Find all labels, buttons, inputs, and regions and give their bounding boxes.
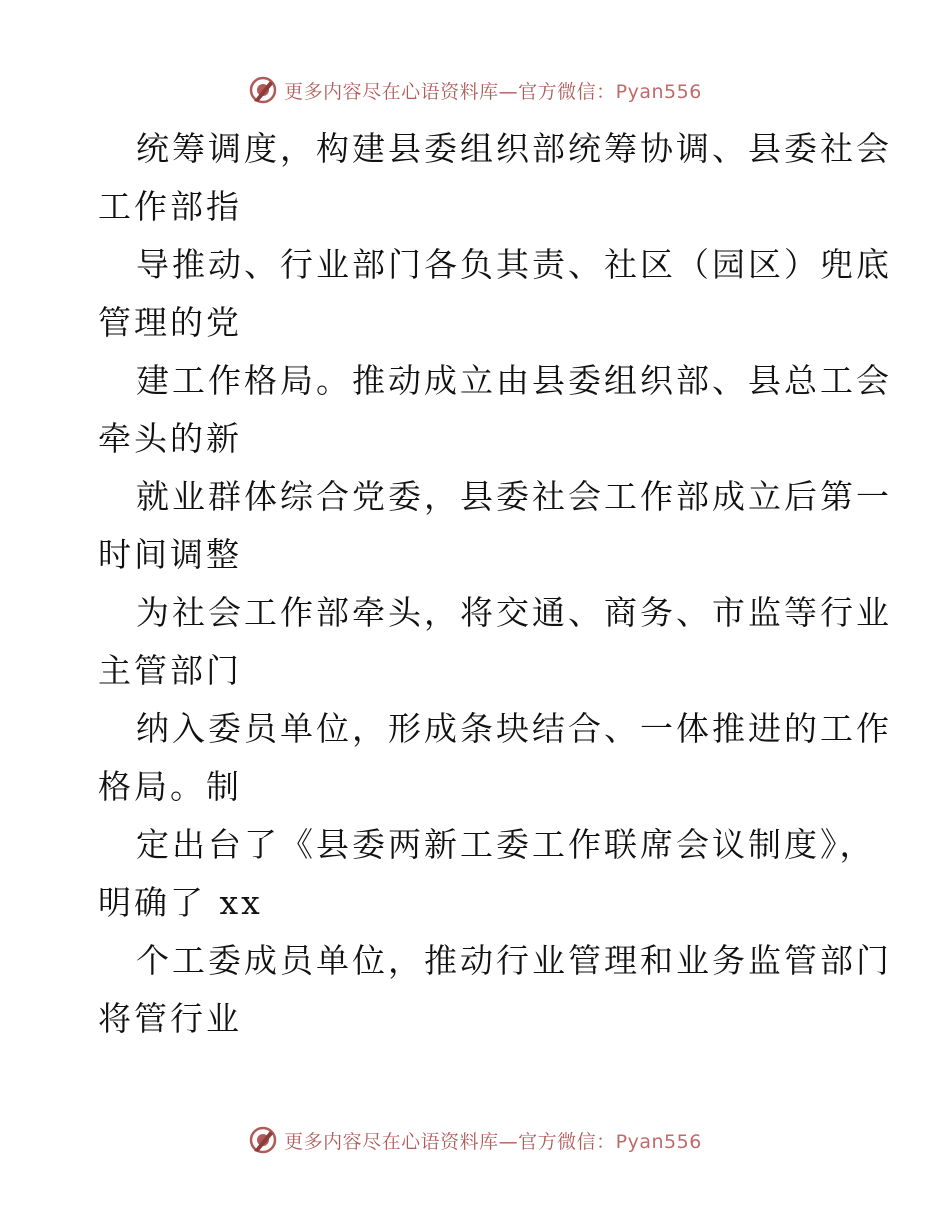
text-block-6 bbox=[98, 700, 892, 816]
text-line: 纳入委员单位，形成条块结合、一体推进的工作 bbox=[136, 709, 892, 748]
text-block-1 bbox=[98, 120, 892, 236]
text-line: 明确了 xx bbox=[98, 883, 263, 922]
text-block-3 bbox=[98, 352, 892, 468]
watermark-text bbox=[284, 1127, 702, 1154]
watermark-label: 更多内容尽在心语资料库—官方微信： bbox=[284, 1130, 616, 1153]
watermark-text bbox=[284, 77, 702, 104]
text-line: 为社会工作部牵头，将交通、商务、市监等行业 bbox=[136, 593, 892, 632]
text-line: 定出台了《县委两新工委工作联席会议制度》， bbox=[136, 825, 876, 864]
text-line: 牵头的新 bbox=[98, 419, 242, 458]
text-line: 将管行业 bbox=[98, 999, 242, 1038]
text-line: 统筹调度，构建县委组织部统筹协调、县委社会 bbox=[136, 129, 892, 168]
text-block-7 bbox=[98, 816, 876, 932]
footer-watermark bbox=[0, 1120, 950, 1160]
text-block-4 bbox=[98, 468, 892, 584]
text-block-2 bbox=[98, 236, 892, 352]
text-line: 就业群体综合党委，县委社会工作部成立后第一 bbox=[136, 477, 892, 516]
watermark-handle: Pyan556 bbox=[615, 1130, 702, 1153]
text-line: 时间调整 bbox=[98, 535, 242, 574]
quill-seal-icon bbox=[248, 75, 278, 105]
text-line: 格局。制 bbox=[98, 767, 242, 806]
text-line: 建工作格局。推动成立由县委组织部、县总工会 bbox=[136, 361, 892, 400]
text-line: 个工委成员单位，推动行业管理和业务监管部门 bbox=[136, 941, 892, 980]
text-block-5 bbox=[98, 584, 892, 700]
text-block-8 bbox=[98, 932, 892, 1048]
text-line: 导推动、行业部门各负其责、社区（园区）兜底 bbox=[136, 245, 892, 284]
text-line: 工作部指 bbox=[98, 187, 242, 226]
text-line: 管理的党 bbox=[98, 303, 242, 342]
watermark-handle: Pyan556 bbox=[615, 80, 702, 103]
watermark-label: 更多内容尽在心语资料库—官方微信： bbox=[284, 80, 616, 103]
text-line: 主管部门 bbox=[98, 651, 242, 690]
header-watermark bbox=[0, 70, 950, 110]
document-body bbox=[98, 120, 892, 1048]
quill-seal-icon bbox=[248, 1125, 278, 1155]
